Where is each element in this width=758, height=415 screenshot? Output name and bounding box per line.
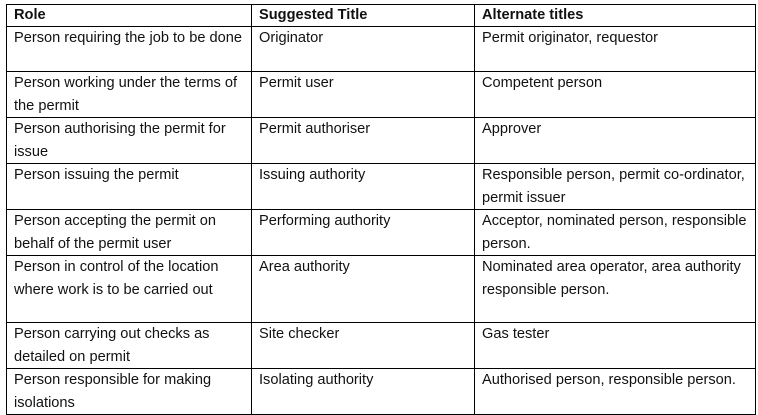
role-cell: Person requiring the job to be done: [7, 27, 252, 72]
suggested-title-cell: Issuing authority: [252, 164, 475, 210]
alternate-titles-cell: Responsible person, permit co-ordinator, permit issuer: [475, 164, 756, 210]
role-cell: Person issuing the permit: [7, 164, 252, 210]
alternate-titles-cell: Gas tester: [475, 323, 756, 369]
table-row: [7, 164, 756, 210]
alternate-titles-cell: Permit originator, requestor: [475, 27, 756, 72]
suggested-title-cell: Originator: [252, 27, 475, 72]
role-cell: Person carrying out checks as detailed on permit: [7, 323, 252, 369]
suggested-title-cell: Permit user: [252, 72, 475, 118]
role-cell: Person working under the terms of the permit: [7, 72, 252, 118]
table-row: [7, 118, 756, 164]
alternate-titles-cell: Nominated area operator, area authority responsible person.: [475, 256, 756, 323]
role-cell: Person authorising the permit for issue: [7, 118, 252, 164]
suggested-title-cell: Isolating authority: [252, 369, 475, 415]
header-suggested-title: Suggested Title: [252, 5, 475, 27]
role-cell: Person accepting the permit on behalf of the permit user: [7, 210, 252, 256]
suggested-title-cell: Performing authority: [252, 210, 475, 256]
table-row: [7, 256, 756, 323]
suggested-title-cell: Site checker: [252, 323, 475, 369]
table-row: [7, 369, 756, 415]
header-role: Role: [7, 5, 252, 27]
role-cell: Person in control of the location where work is to be carried out: [7, 256, 252, 323]
alternate-titles-cell: Competent person: [475, 72, 756, 118]
suggested-title-cell: Permit authoriser: [252, 118, 475, 164]
suggested-title-cell: Area authority: [252, 256, 475, 323]
table-row: [7, 210, 756, 256]
table-row: [7, 27, 756, 72]
table-row: [7, 72, 756, 118]
table-row: [7, 323, 756, 369]
alternate-titles-cell: Approver: [475, 118, 756, 164]
table-header-row: [7, 5, 756, 27]
header-alternate-titles: Alternate titles: [475, 5, 756, 27]
alternate-titles-cell: Authorised person, responsible person.: [475, 369, 756, 415]
role-cell: Person responsible for making isolations: [7, 369, 252, 415]
roles-table: [6, 4, 756, 415]
alternate-titles-cell: Acceptor, nominated person, responsible person.: [475, 210, 756, 256]
